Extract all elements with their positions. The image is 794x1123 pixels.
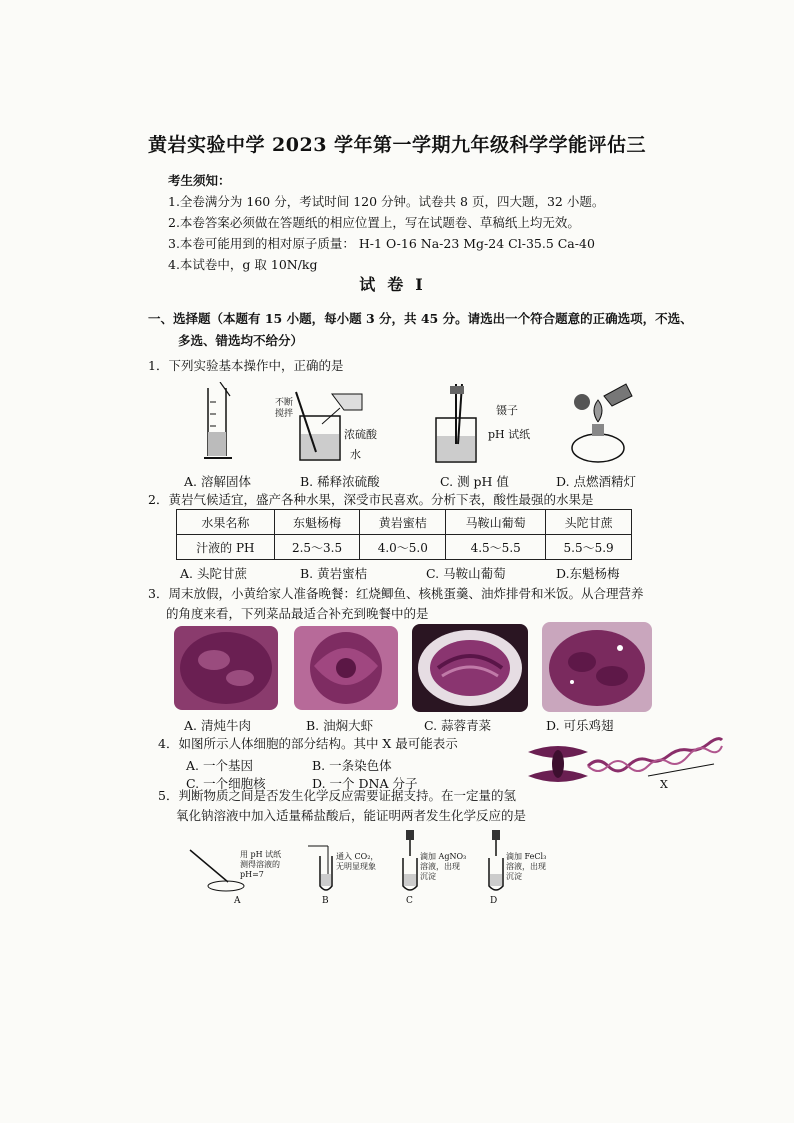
q1-label-tweezers: 镊子 bbox=[496, 404, 518, 417]
q1-option-a: A. 溶解固体 bbox=[184, 474, 251, 489]
q3-option-b: B. 油焖大虾 bbox=[306, 718, 374, 733]
q1-label-paper: pH 试纸 bbox=[488, 428, 531, 441]
q1-figure-a-cylinder bbox=[204, 382, 234, 464]
q1-stem: 1．下列实验基本操作中，正确的是 bbox=[148, 358, 344, 373]
section-heading bbox=[148, 308, 708, 352]
q4-stem: 4．如图所示人体细胞的部分结构。其中 X 最可能表示 bbox=[158, 736, 458, 751]
q5-figure-a bbox=[186, 848, 246, 894]
q1-figure-c-ph-test bbox=[432, 384, 492, 466]
q5-letter-a: A bbox=[234, 896, 241, 906]
table-cell: 汁液的 PH bbox=[177, 535, 275, 560]
q3-photo-beef bbox=[174, 626, 278, 710]
q5-note-b: 通入 CO₂， 无明显现象 bbox=[336, 852, 379, 871]
q5-letter-d: D bbox=[490, 896, 498, 906]
notice-item: 3.本卷可能用到的相对原子质量： H-1 O-16 Na-23 Mg-24 Cl-35.5 Ca-40 bbox=[168, 236, 595, 251]
part-title: 试卷Ⅰ bbox=[359, 275, 435, 294]
q1-label-stir: 不断 搅拌 bbox=[275, 398, 294, 419]
q5-letter-b: B bbox=[322, 896, 329, 906]
table-cell: 东魁杨梅 bbox=[274, 510, 360, 535]
q1-option-d: D. 点燃酒精灯 bbox=[556, 474, 637, 489]
table-cell: 4.0～5.0 bbox=[360, 535, 446, 560]
q4-option-b: B. 一条染色体 bbox=[312, 758, 392, 773]
q2-option-c: C. 马鞍山葡萄 bbox=[426, 566, 506, 581]
q3-option-d: D. 可乐鸡翅 bbox=[546, 718, 614, 733]
q3-photo-shrimp bbox=[294, 626, 398, 710]
q5-figure-c bbox=[398, 830, 422, 896]
section-line-2: 多选、错选均不给分） bbox=[178, 333, 304, 348]
notice-block bbox=[168, 170, 604, 275]
notice-item: 4.本试卷中，g 取 10N/kg bbox=[168, 257, 318, 272]
q5-stem-2: 氧化钠溶液中加入适量稀盐酸后，能证明两者发生化学反应的是 bbox=[176, 808, 527, 823]
table-cell: 水果名称 bbox=[177, 510, 275, 535]
q3-stem-2: 的角度来看，下列菜品最适合补充到晚餐中的是 bbox=[166, 606, 429, 621]
table-row bbox=[177, 535, 632, 560]
table-cell: 4.5～5.5 bbox=[446, 535, 546, 560]
q2-stem: 2．黄岩气候适宜，盛产各种水果，深受市民喜欢。分析下表，酸性最强的水果是 bbox=[148, 492, 594, 507]
exam-title: 黄岩实验中学 2023 学年第一学期九年级科学学能评估三 bbox=[147, 134, 647, 156]
q5-letter-c: C bbox=[406, 896, 413, 906]
q2-option-d: D.东魁杨梅 bbox=[556, 566, 620, 581]
q3-photo-wings bbox=[542, 622, 652, 712]
q1-option-b: B. 稀释浓硫酸 bbox=[300, 474, 380, 489]
section-line-1: 一、选择题（本题有 15 小题，每小题 3 分，共 45 分。请选出一个符合题意的正确选项，不选、 bbox=[148, 311, 693, 326]
q3-option-a: A. 清炖牛肉 bbox=[184, 718, 251, 733]
table-cell: 马鞍山葡萄 bbox=[446, 510, 546, 535]
q2-option-b: B. 黄岩蜜桔 bbox=[300, 566, 368, 581]
q2-option-a: A. 头陀甘蔗 bbox=[180, 566, 247, 581]
q5-note-a: 用 pH 试纸 测得溶液的 pH=7 bbox=[240, 850, 282, 879]
q3-stem-1: 3．周末放假，小黄给家人准备晚餐：红烧鲫鱼、核桃蛋羹、油炸排骨和米饭。从合理营养 bbox=[148, 586, 644, 601]
table-row bbox=[177, 510, 632, 535]
q1-option-c: C. 测 pH 值 bbox=[440, 474, 509, 489]
q5-note-c: 滴加 AgNO₃ 溶液，出现 沉淀 bbox=[420, 852, 467, 881]
q1-figure-d-lamp bbox=[560, 382, 636, 466]
table-cell: 黄岩蜜桔 bbox=[360, 510, 446, 535]
q3-option-c: C. 蒜蓉青菜 bbox=[424, 718, 492, 733]
q2-fruit-table bbox=[176, 509, 632, 560]
table-cell: 5.5～5.9 bbox=[546, 535, 632, 560]
q5-stem-1: 5．判断物质之间是否发生化学反应需要证据支持。在一定量的氢 bbox=[158, 788, 516, 803]
q1-label-acid: 浓硫酸 bbox=[344, 428, 377, 441]
q4-option-c: C. 一个细胞核 bbox=[186, 776, 266, 791]
q4-chromosome-figure bbox=[518, 736, 724, 794]
q3-photo-greens bbox=[412, 624, 528, 712]
q4-label-x: X bbox=[660, 778, 668, 791]
q1-label-water: 水 bbox=[350, 448, 361, 461]
notice-item: 1.全卷满分为 160 分，考试时间 120 分钟。试卷共 8 页，四大题，32 小题。 bbox=[168, 194, 605, 209]
table-cell: 头陀甘蔗 bbox=[546, 510, 632, 535]
notice-heading: 考生须知： bbox=[168, 173, 231, 188]
q5-figure-d bbox=[484, 830, 508, 896]
notice-item: 2.本卷答案必须做在答题纸的相应位置上，写在试题卷、草稿纸上均无效。 bbox=[168, 215, 580, 230]
table-cell: 2.5～3.5 bbox=[274, 535, 360, 560]
q4-option-a: A. 一个基因 bbox=[186, 758, 253, 773]
q5-note-d: 滴加 FeCl₃ 溶液，出现 沉淀 bbox=[506, 852, 547, 881]
q4-option-d: D. 一个 DNA 分子 bbox=[312, 776, 418, 791]
